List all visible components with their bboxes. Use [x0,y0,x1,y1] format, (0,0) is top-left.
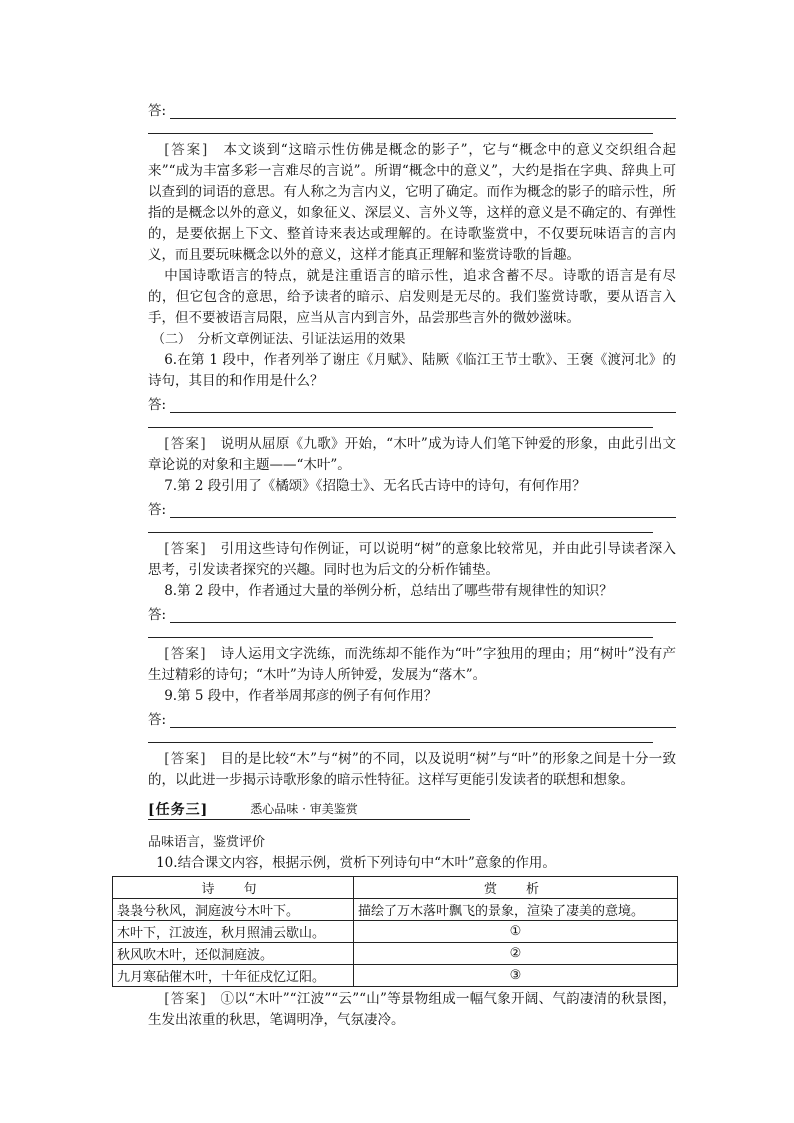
document-page [117,98,677,1031]
answer-line[interactable]: 答: [148,707,676,728]
answer-5-para-2: 中国诗歌语言的特点，就是注重语言的暗示性，追求含蓄不尽。诗歌的语言是有尽的，但它包含的意思，给予读者的暗示、启发则是无尽的。我们鉴赏诗歌，要从语言入手，但不要被语言局限，应当从言内到言外，品尝那些言外的微妙滋味。 [148,268,676,326]
question-8: 8.第 2 段中，作者通过大量的举例分析，总结出了哪些带有规律性的知识？ [164,583,613,599]
table-row: 秋风吹木叶，还似洞庭波。 ② [113,943,678,965]
answer-line[interactable]: 答: [148,602,676,623]
answer-rule [148,742,653,743]
appreciation-table [112,876,678,987]
table-row: 袅袅兮秋风，洞庭波兮木叶下。 描绘了万木落叶飘飞的景象，渲染了凄美的意境。 [113,899,678,921]
answer-10: [答案] ①以“木叶”“江波”“云”“山”等景物组成一幅气象开阔、气韵凄清的秋景图，生发出浓重的秋思，笔调明净，气氛凄冷。 [148,991,676,1028]
section-heading: （二） 分析文章例证法、引证法运用的效果 [152,332,406,347]
table-row: 木叶下，江波连，秋月照浦云歇山。 ① [113,921,678,943]
answer-line[interactable]: 答: [148,497,676,518]
table-row: 九月寒砧催木叶，十年征戍忆辽阳。 ③ [113,965,678,987]
answer-tag: [答案] [164,142,209,158]
answer-5-para-1: [答案] 本文谈到“这暗示性仿佛是概念的影子”，它与“概念中的意义交织组合起来”“成为丰富多彩一言难尽的言说”。所谓“概念中的意义”，大约是指在字典、辞典上可以查到的词语的意思。有人称之为言内义，它明了确定。而作为概念的影子的暗示性，所指的是概念以外的意义，如象征义、深层义、言外义等，这样的意义是不确定的、有弹性的，是要依据上下文、整首诗来表达或理解的。在诗歌鉴赏中，不仅要玩味语言的言内义，而且要玩味概念以外的意义，这样才能真正理解和鉴赏诗歌的旨趣。 [148,142,676,263]
answer-9: [答案] 目的是比较“木”与“树”的不同，以及说明“树”与“叶”的形象之间是十分一致的，以此进一步揭示诗歌形象的暗示性特征。这样写更能引发读者的联想和想象。 [148,751,677,788]
answer-8: [答案] 诗人运用文字洗练，而洗练却不能作为“叶”字独用的理由；用“树叶”没有产生过精彩的诗句；“木叶”为诗人所钟爱，发展为“落木”。 [148,646,676,683]
question-9: 9.第 5 段中，作者举周邦彦的例子有何作用？ [164,688,438,704]
answer-rule [148,532,653,533]
answer-6: [答案] 说明从屈原《九歌》开始，“木叶”成为诗人们笔下钟爱的形象，由此引出文章论说的对象和主题——“木叶”。 [148,436,676,473]
question-10: 10.结合课文内容，根据示例，赏析下列诗句中“木叶”意象的作用。 [156,855,556,871]
answer-rule [148,637,653,638]
task-subtitle: 悉心品味 · 审美鉴赏 [250,802,358,816]
subheading: 品味语言，鉴赏评价 [148,835,266,850]
task-three-heading [148,795,470,820]
table-header-poem: 诗 句 [113,877,354,899]
question-6: 6.在第 1 段中，作者列举了谢庄《月赋》、陆厥《临江王节士歌》、王褒《渡河北》的诗句，其目的和作用是什么？ [148,352,676,389]
answer-rule [148,133,653,134]
answer-line[interactable]: 答: [148,98,676,119]
answer-line[interactable]: 答: [148,392,676,413]
question-7: 7.第 2 段引用了《橘颂》《招隐士》、无名氏古诗中的诗句，有何作用？ [164,478,586,494]
task-name: [任务三] [148,802,209,818]
answer-7: [答案] 引用这些诗句作例证，可以说明“树”的意象比较常见，并由此引导读者深入思考，引发读者探究的兴趣。同时也为后文的分析作铺垫。 [148,541,676,578]
table-header-analysis: 赏 析 [354,877,678,899]
answer-rule [148,427,653,428]
